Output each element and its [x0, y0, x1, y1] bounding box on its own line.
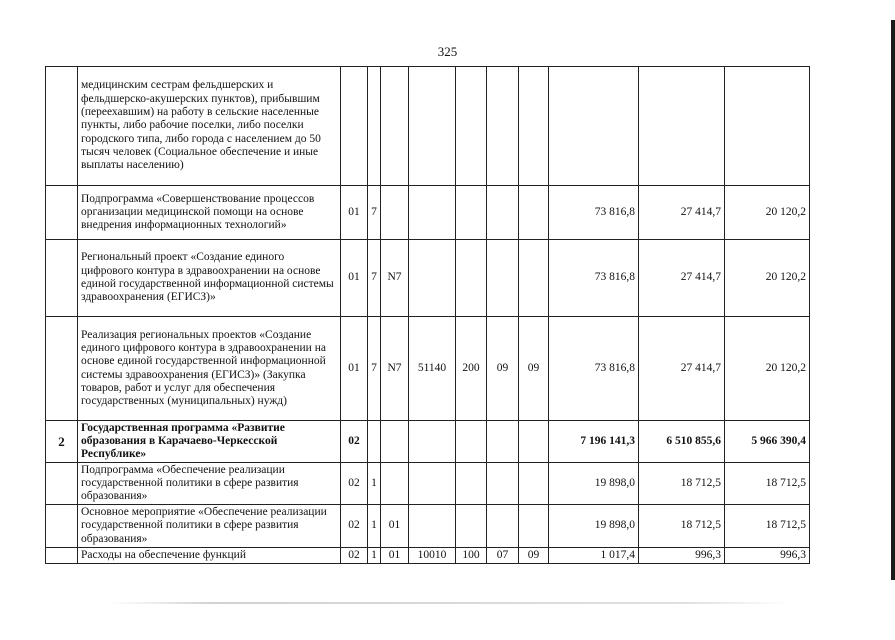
- program-code: 02: [341, 421, 368, 463]
- amount-year-2: [639, 67, 725, 186]
- section-code: 07: [487, 548, 519, 564]
- section-code: [487, 505, 519, 548]
- table-row: [46, 421, 810, 463]
- subsection-code: [519, 240, 549, 317]
- table-row: [46, 186, 810, 240]
- row-name: медицинским сестрам фельдшерских и фельдшерско-акушерских пунктов), прибывшим (переехавшим) на работу в сельские населенные пункты, либо рабочие поселки, либо поселки городского типа, либо города с населением до 50 тысяч человек (Социальное обеспечение и иные выплаты населению): [78, 67, 341, 186]
- subprogram-code: [368, 421, 381, 463]
- expense-type-code: [456, 463, 487, 505]
- row-name: Реализация региональных проектов «Создание единого цифрового контура в здравоохранении на основе единой государственной информационной системы здравоохранения (ЕГИСЗ)» (Закупка товаров, работ и услуг для обеспечения государственных (муниципальных) нужд): [78, 317, 341, 421]
- row-number: 2: [46, 421, 78, 463]
- subprogram-code: 1: [368, 463, 381, 505]
- direction-code: 51140: [409, 317, 456, 421]
- expense-type-code: [456, 240, 487, 317]
- event-code: 01: [381, 505, 409, 548]
- amount-year-1: 73 816,8: [549, 186, 639, 240]
- expense-type-code: 200: [456, 317, 487, 421]
- amount-year-2: 18 712,5: [639, 463, 725, 505]
- row-name: Региональный проект «Создание единого цифрового контура в здравоохранении на основе единой государственной информационной системы здравоохранения (ЕГИСЗ)»: [78, 240, 341, 317]
- direction-code: [409, 186, 456, 240]
- amount-year-3: 20 120,2: [725, 317, 810, 421]
- row-name: Подпрограмма «Обеспечение реализации государственной политики в сфере развития образования»: [78, 463, 341, 505]
- event-code: N7: [381, 240, 409, 317]
- section-code: [487, 240, 519, 317]
- program-code: 02: [341, 463, 368, 505]
- table-row: [46, 317, 810, 421]
- subprogram-code: 7: [368, 186, 381, 240]
- subprogram-code: 7: [368, 317, 381, 421]
- amount-year-3: 20 120,2: [725, 240, 810, 317]
- amount-year-3: [725, 67, 810, 186]
- row-number: [46, 67, 78, 186]
- section-code: [487, 421, 519, 463]
- direction-code: [409, 505, 456, 548]
- amount-year-1: 73 816,8: [549, 240, 639, 317]
- scan-smudge: [110, 602, 790, 604]
- table-row: [46, 548, 810, 564]
- subsection-code: [519, 421, 549, 463]
- expense-type-code: [456, 186, 487, 240]
- section-code: [487, 463, 519, 505]
- event-code: [381, 463, 409, 505]
- event-code: 01: [381, 548, 409, 564]
- amount-year-1: 19 898,0: [549, 463, 639, 505]
- direction-code: [409, 421, 456, 463]
- event-code: [381, 186, 409, 240]
- amount-year-2: 18 712,5: [639, 505, 725, 548]
- amount-year-1: 19 898,0: [549, 505, 639, 548]
- direction-code: [409, 67, 456, 186]
- amount-year-1: [549, 67, 639, 186]
- amount-year-2: 27 414,7: [639, 240, 725, 317]
- amount-year-1: 73 816,8: [549, 317, 639, 421]
- subsection-code: 09: [519, 317, 549, 421]
- row-name: Подпрограмма «Совершенствование процессов организации медицинской помощи на основе внедрения информационных технологий»: [78, 186, 341, 240]
- program-code: 01: [341, 317, 368, 421]
- page-number: 325: [437, 44, 458, 59]
- section-code: [487, 186, 519, 240]
- expense-type-code: [456, 505, 487, 548]
- row-number: [46, 463, 78, 505]
- event-code: [381, 421, 409, 463]
- row-number: [46, 317, 78, 421]
- direction-code: [409, 463, 456, 505]
- scan-edge-shadow: [891, 20, 895, 580]
- event-code: [381, 67, 409, 186]
- program-code: 01: [341, 240, 368, 317]
- table-row: [46, 463, 810, 505]
- expense-type-code: [456, 67, 487, 186]
- row-number: [46, 548, 78, 564]
- subsection-code: [519, 186, 549, 240]
- amount-year-3: 20 120,2: [725, 186, 810, 240]
- subprogram-code: 7: [368, 240, 381, 317]
- amount-year-3: 5 966 390,4: [725, 421, 810, 463]
- amount-year-3: 18 712,5: [725, 463, 810, 505]
- program-code: 01: [341, 186, 368, 240]
- direction-code: [409, 240, 456, 317]
- amount-year-2: 996,3: [639, 548, 725, 564]
- subprogram-code: [368, 67, 381, 186]
- section-code: [487, 67, 519, 186]
- subprogram-code: 1: [368, 548, 381, 564]
- expense-type-code: [456, 421, 487, 463]
- event-code: N7: [381, 317, 409, 421]
- amount-year-1: 1 017,4: [549, 548, 639, 564]
- subsection-code: [519, 67, 549, 186]
- amount-year-3: 996,3: [725, 548, 810, 564]
- direction-code: 10010: [409, 548, 456, 564]
- program-code: 02: [341, 548, 368, 564]
- amount-year-3: 18 712,5: [725, 505, 810, 548]
- section-code: 09: [487, 317, 519, 421]
- row-name: Расходы на обеспечение функций: [78, 548, 341, 564]
- program-code: [341, 67, 368, 186]
- subsection-code: [519, 463, 549, 505]
- amount-year-1: 7 196 141,3: [549, 421, 639, 463]
- expense-type-code: 100: [456, 548, 487, 564]
- row-number: [46, 240, 78, 317]
- row-number: [46, 505, 78, 548]
- subsection-code: 09: [519, 548, 549, 564]
- table-row: [46, 67, 810, 186]
- table-row: [46, 240, 810, 317]
- program-code: 02: [341, 505, 368, 548]
- subprogram-code: 1: [368, 505, 381, 548]
- amount-year-2: 27 414,7: [639, 186, 725, 240]
- subsection-code: [519, 505, 549, 548]
- amount-year-2: 6 510 855,6: [639, 421, 725, 463]
- row-number: [46, 186, 78, 240]
- row-name: Государственная программа «Развитие образования в Карачаево-Черкесской Республике»: [78, 421, 341, 463]
- table-row: [46, 505, 810, 548]
- budget-table: [45, 66, 810, 564]
- amount-year-2: 27 414,7: [639, 317, 725, 421]
- row-name: Основное мероприятие «Обеспечение реализации государственной политики в сфере развития образования»: [78, 505, 341, 548]
